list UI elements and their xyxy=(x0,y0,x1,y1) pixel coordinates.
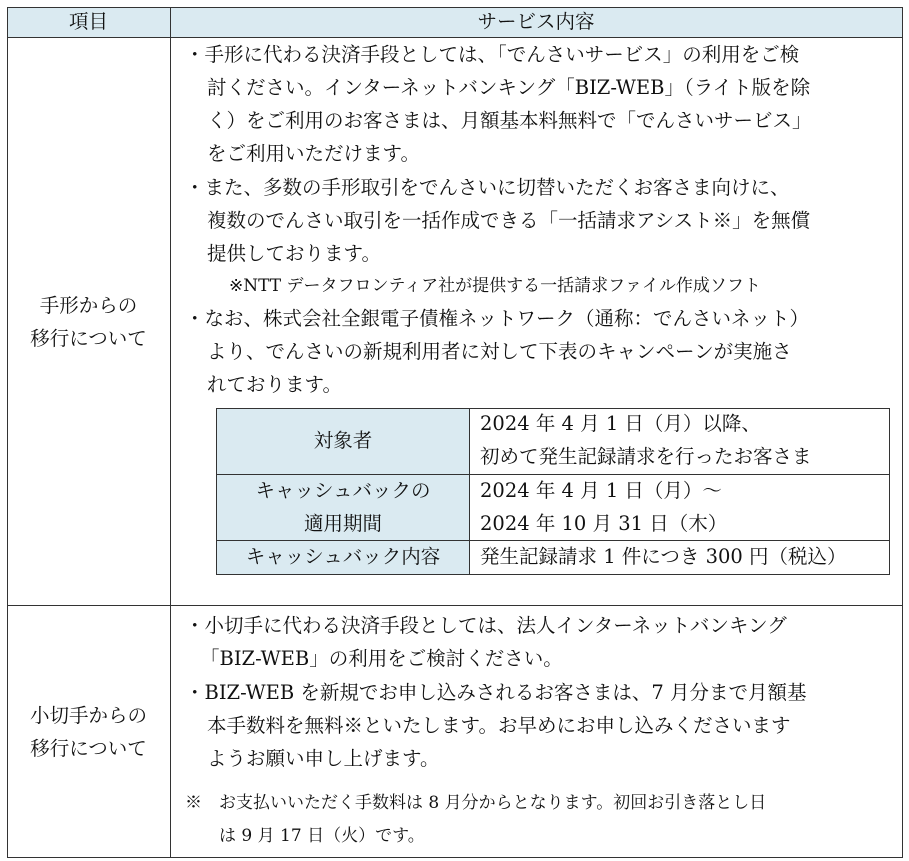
campaign-target-value: 初めて発生記録請求を行ったお客さま xyxy=(480,445,812,468)
row2-line: 「BIZ-WEB」の利用をご検討ください。 xyxy=(200,647,563,670)
campaign-border-bottom xyxy=(216,574,890,575)
campaign-period-label: 適用期間 xyxy=(303,512,382,535)
table-border-bottom xyxy=(7,857,902,858)
row1-note: ※NTT データフロンティア社が提供する一括請求ファイル作成ソフト xyxy=(229,276,761,296)
row2-footnote: は 9 月 17 日（火）です。 xyxy=(185,826,425,846)
row1-line: ・なお、株式会社全銀電子債権ネットワーク（通称：でんさいネット） xyxy=(185,307,810,330)
campaign-period-value: 2024 年 10 月 31 日（木） xyxy=(480,512,728,535)
row2-line: 本手数料を無料※といたします。お早めにお申し込みくださいます xyxy=(207,714,791,737)
header-item: 項目 xyxy=(68,10,108,33)
row2-label-line2: 移行について xyxy=(30,737,147,760)
row1-line: ・また、多数の手形取引をでんさいに切替いただくお客さま向けに、 xyxy=(185,176,790,199)
row1-line: ・手形に代わる決済手段としては、「でんさいサービス」の利用をご検 xyxy=(185,43,800,66)
table-border-right xyxy=(902,7,903,858)
row2-line: ・小切手に代わる決済手段としては、法人インターネットバンキング xyxy=(185,614,787,637)
campaign-period-label: キャッシュバックの xyxy=(255,479,431,502)
row2-line: ようお願い申し上げます。 xyxy=(207,747,440,770)
campaign-content-value: 発生記録請求 1 件につき 300 円（税込） xyxy=(480,545,847,568)
row1-line: 提供しております。 xyxy=(207,242,381,265)
campaign-target-label: 対象者 xyxy=(313,429,373,452)
campaign-target-value: 2024 年 4 月 1 日（月）以降、 xyxy=(480,412,761,435)
table-row-divider xyxy=(7,605,902,606)
campaign-column-divider xyxy=(469,408,470,575)
campaign-content-label: キャッシュバック内容 xyxy=(245,545,441,568)
row1-line: く）をご利用のお客さまは、月額基本料無料で「でんさいサービス」 xyxy=(207,109,812,132)
row1-line: をご利用いただけます。 xyxy=(207,142,420,165)
campaign-border-right xyxy=(889,408,890,575)
row2-label-line1: 小切手からの xyxy=(29,704,147,727)
row2-line: ・BIZ-WEB を新規でお申し込みされるお客さまは、7 月分まで月額基 xyxy=(185,681,807,704)
row1-line: より、でんさいの新規利用者に対して下表のキャンペーンが実施さ xyxy=(207,340,792,363)
row1-line: れております。 xyxy=(207,373,342,396)
table-column-divider xyxy=(170,7,171,858)
row1-label-line2: 移行について xyxy=(30,327,147,350)
campaign-period-value: 2024 年 4 月 1 日（月）～ xyxy=(480,479,722,502)
row1-line: 複数のでんさい取引を一括作成できる「一括請求アシスト※」を無償 xyxy=(207,209,811,232)
header-service: サービス内容 xyxy=(477,10,595,33)
row1-label-line1: 手形からの xyxy=(39,294,138,317)
row2-footnote: ※ お支払いいただく手数料は 8 月分からとなります。初回お引き落とし日 xyxy=(185,793,767,813)
row1-line: 討ください。インターネットバンキング「BIZ-WEB」（ライト版を除 xyxy=(207,76,811,99)
